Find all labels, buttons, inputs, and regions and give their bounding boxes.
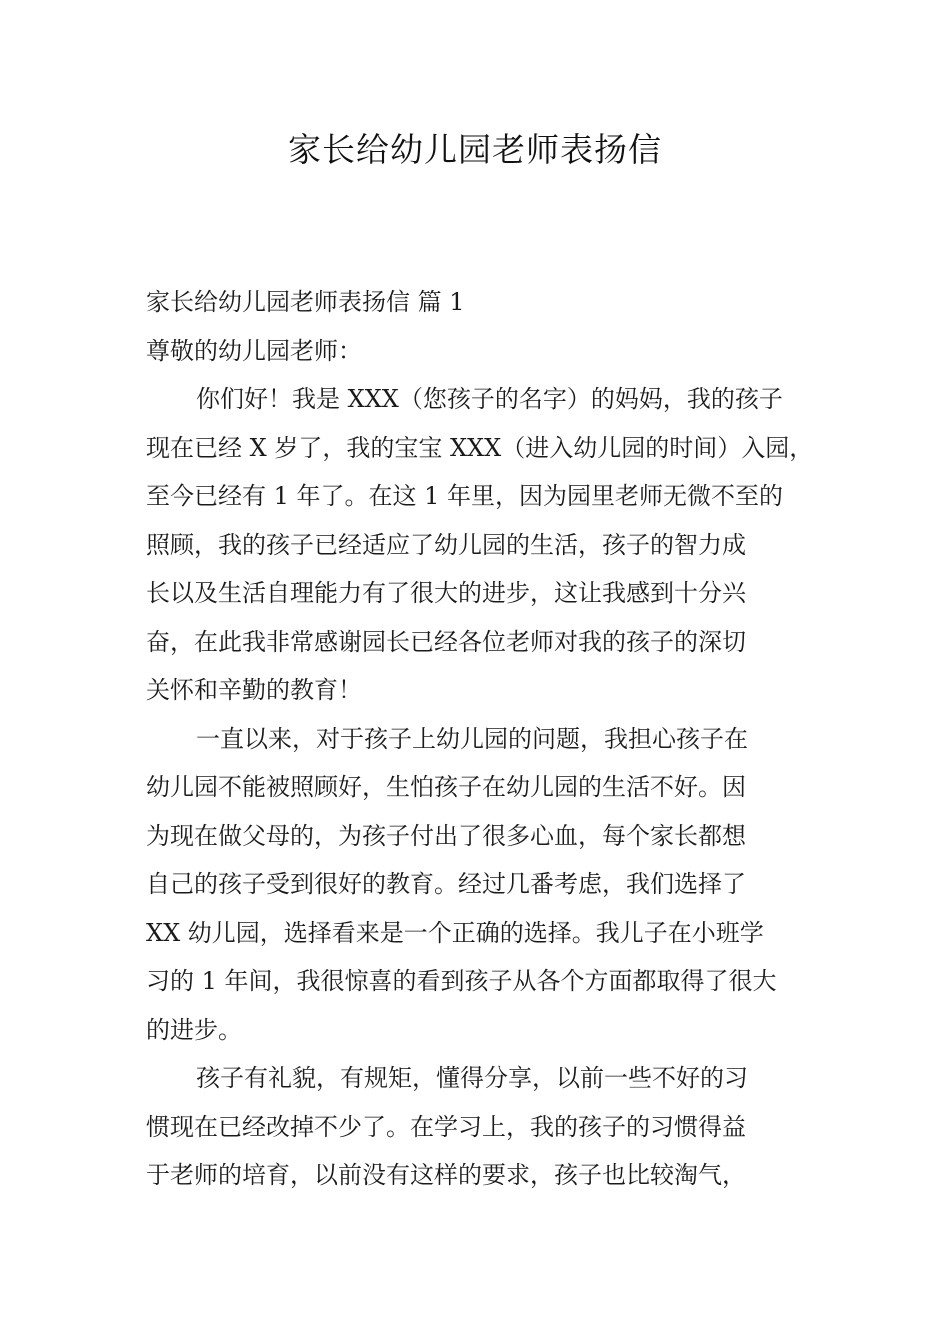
paragraph-line: 现在已经 X 岁了，我的宝宝 XXX（进入幼儿园的时间）入园， xyxy=(146,433,814,462)
paragraph-line: 关怀和辛勤的教育！ xyxy=(146,676,362,704)
paragraph-line: 至今已经有 1 年了。在这 1 年里，因为园里老师无微不至的 xyxy=(146,482,784,510)
paragraph-line: 一直以来，对于孩子上幼儿园的问题，我担心孩子在 xyxy=(196,724,748,753)
paragraph-line: 习的 1 年间，我很惊喜的看到孩子从各个方面都取得了很大 xyxy=(146,967,777,995)
paragraph-line: 于老师的培育，以前没有这样的要求，孩子也比较淘气， xyxy=(146,1161,746,1189)
document-body xyxy=(146,278,816,1200)
paragraph-line: 幼儿园不能被照顾好，生怕孩子在幼儿园的生活不好。因 xyxy=(146,773,746,801)
document-title: 家长给幼儿园老师表扬信 xyxy=(288,130,662,169)
paragraph-line: 自己的孩子受到很好的教育。经过几番考虑，我们选择了 xyxy=(146,870,746,898)
paragraph-line: 你们好！我是 XXX（您孩子的名字）的妈妈，我的孩子 xyxy=(196,385,783,413)
paragraph-2 xyxy=(146,715,816,1055)
section-heading: 家长给幼儿园老师表扬信 篇 1 xyxy=(146,288,465,316)
paragraph-line: 长以及生活自理能力有了很大的进步，这让我感到十分兴 xyxy=(146,579,746,607)
paragraph-line: XX 幼儿园，选择看来是一个正确的选择。我儿子在小班学 xyxy=(146,918,764,947)
paragraph-line: 奋，在此我非常感谢园长已经各位老师对我的孩子的深切 xyxy=(146,627,746,656)
paragraph-3 xyxy=(146,1054,816,1200)
paragraph-line: 孩子有礼貌，有规矩，懂得分享，以前一些不好的习 xyxy=(196,1064,748,1092)
salutation: 尊敬的幼儿园老师： xyxy=(146,336,362,365)
paragraph-1 xyxy=(146,375,816,715)
paragraph-line: 照顾，我的孩子已经适应了幼儿园的生活，孩子的智力成 xyxy=(146,530,746,559)
paragraph-line: 惯现在已经改掉不少了。在学习上，我的孩子的习惯得益 xyxy=(146,1112,746,1141)
paragraph-line: 为现在做父母的，为孩子付出了很多心血，每个家长都想 xyxy=(146,821,746,850)
paragraph-line: 的进步。 xyxy=(146,1015,242,1044)
